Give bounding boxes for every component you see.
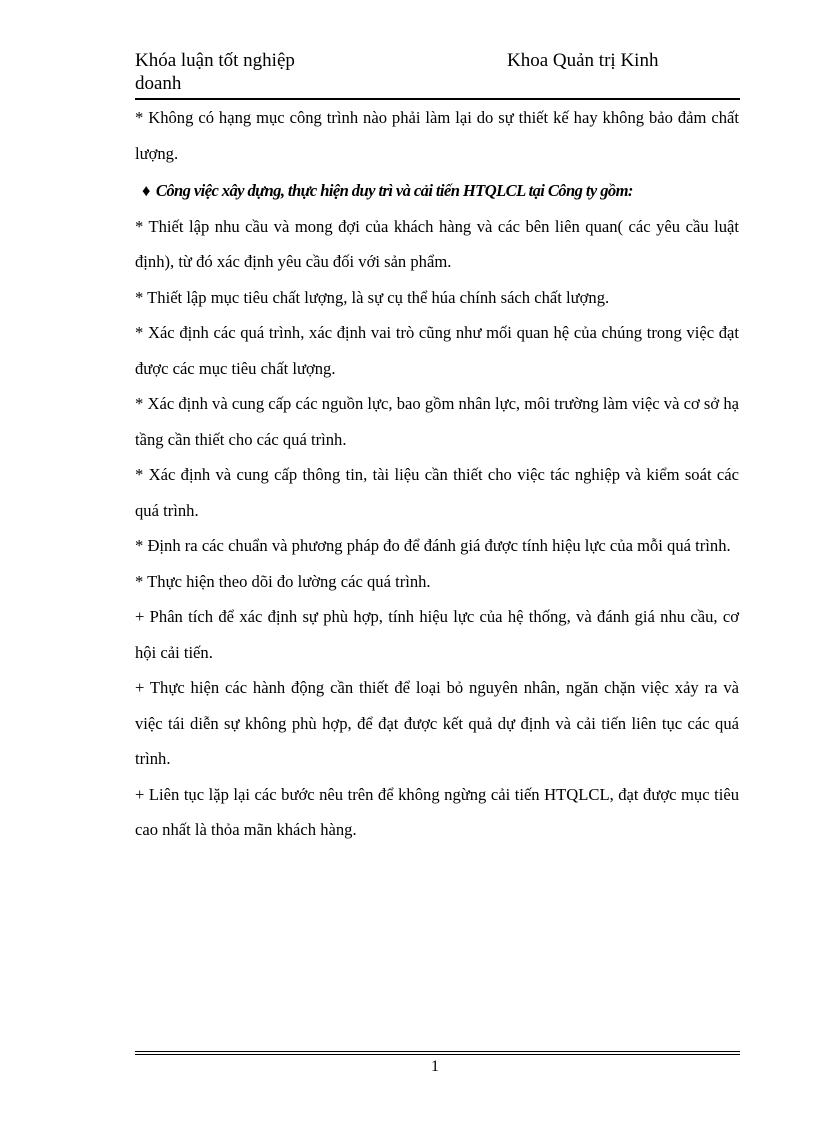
list-item: * Thực hiện theo dõi đo lường các quá trình.: [135, 571, 431, 591]
section-heading-text: Công việc xây dựng, thực hiện duy trì và cải tiến HTQLCL tại Công ty gồm:: [155, 181, 633, 200]
header-faculty-label: Khoa Quản trị Kinh: [507, 50, 659, 71]
list-item: * Định ra các chuẩn và phương pháp đo để đánh giá được tính hiệu lực của mỗi quá trình.: [135, 536, 731, 555]
intro-paragraph: * Không có hạng mục công trình nào phải làm lại do sự thiết kế hay không bảo đảm chất lượng.: [135, 108, 739, 163]
document-body: [135, 100, 739, 848]
list-item: + Thực hiện các hành động cần thiết để loại bỏ nguyên nhân, ngăn chặn việc xảy ra và việc tái diễn sự không phù hợp, để đạt được kết quả dự định và cải tiến liên tục các quá trình.: [135, 678, 739, 768]
diamond-bullet-icon: ♦: [142, 181, 150, 200]
header-thesis-label-cont: doanh: [135, 73, 182, 94]
header-thesis-label: Khóa luận tốt nghiệp: [135, 50, 295, 71]
list-item: * Xác định và cung cấp các nguồn lực, bao gồm nhân lực, môi trường làm việc và cơ sở hạ tầng cần thiết cho các quá trình.: [135, 394, 739, 449]
section-heading: [135, 173, 739, 209]
list-item: + Phân tích để xác định sự phù hợp, tính hiệu lực của hệ thống, và đánh giá nhu cầu, cơ hội cải tiến.: [135, 607, 739, 662]
list-item: * Thiết lập mục tiêu chất lượng, là sự cụ thể húa chính sách chất lượng.: [135, 287, 610, 307]
page-header: [135, 49, 740, 99]
list-item: * Thiết lập nhu cầu và mong đợi của khách hàng và các bên liên quan( các yêu cầu luật định), từ đó xác định yêu cầu đối với sản phẩm.: [135, 216, 739, 271]
page-number: 1: [431, 1058, 439, 1075]
list-item: * Xác định và cung cấp thông tin, tài liệu cần thiết cho việc tác nghiệp và kiểm soát các quá trình.: [135, 465, 739, 520]
footer-divider: [135, 1051, 740, 1055]
list-item: + Liên tục lặp lại các bước nêu trên để không ngừng cải tiến HTQLCL, đạt được mục tiêu cao nhất là thỏa mãn khách hàng.: [135, 784, 739, 839]
list-item: * Xác định các quá trình, xác định vai trò cũng như mối quan hệ của chúng trong việc đạt được các mục tiêu chất lượng.: [135, 323, 739, 378]
header-left: [135, 49, 385, 95]
